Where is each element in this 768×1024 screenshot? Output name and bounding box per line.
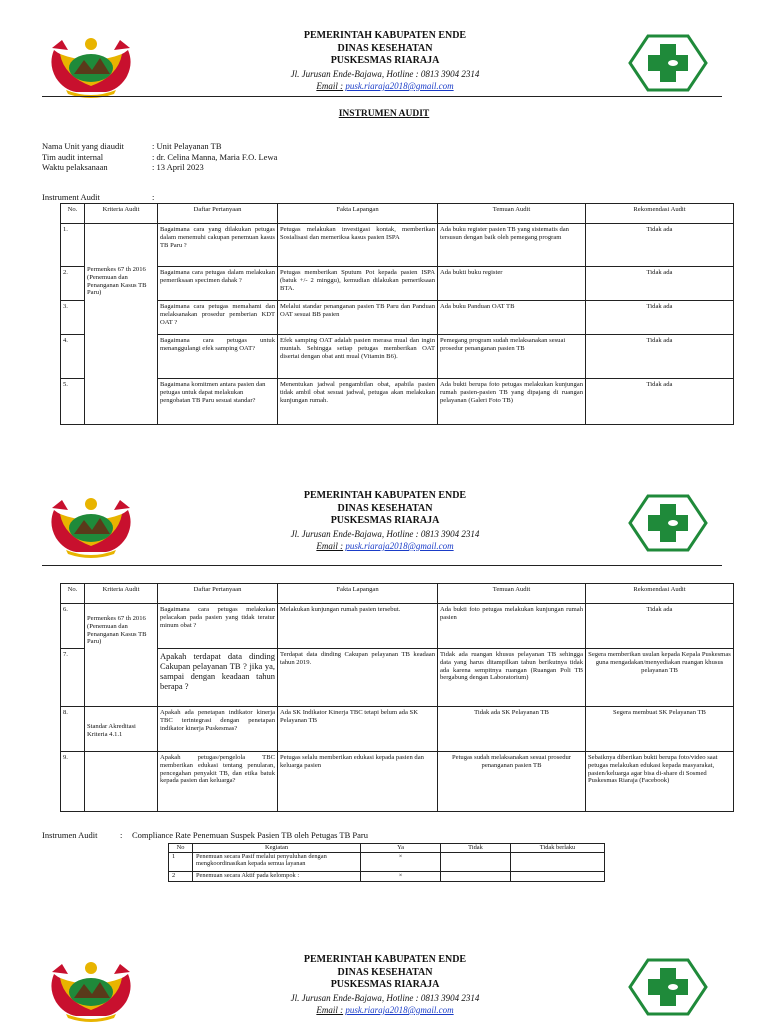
meta-value: : Unit Pelayanan TB — [152, 141, 222, 151]
table-header-row — [61, 584, 734, 604]
instrument-colon: : — [152, 192, 155, 202]
compliance-title: Compliance Rate Penemuan Suspek Pasien TB oleh Petugas TB Paru — [132, 830, 369, 840]
cell-kegiatan: Penemuan secara Aktif pada kelompok : — [193, 872, 361, 882]
puskesmas-name: PUSKESMAS RIARAJA — [330, 979, 440, 990]
compliance-colon: : — [120, 830, 123, 840]
cell-rekomendasi: Tidak ada — [586, 335, 734, 379]
cell-kriteria-empty — [85, 752, 158, 812]
meta-value: : dr. Celina Manna, Maria F.O. Lewa — [152, 151, 278, 162]
department-name: DINAS KESEHATAN — [337, 966, 433, 978]
cell-rekomendasi: Tidak ada — [586, 224, 734, 267]
table-row — [61, 604, 734, 649]
table-row — [61, 752, 734, 812]
instrument-label-row — [42, 192, 154, 203]
cell-rekomendasi: Tidak ada — [586, 604, 734, 649]
col-header-fakta: Fakta Lapangan — [278, 204, 438, 224]
cell-temuan: Ada buku Panduan OAT TB — [438, 301, 586, 335]
letterhead-text — [200, 954, 570, 1017]
document-title: INSTRUMEN AUDIT — [338, 109, 430, 119]
government-name: PEMERINTAH KABUPATEN ENDE — [303, 954, 467, 965]
table-header-row — [169, 844, 605, 853]
cell-fakta: Menentukan jadwal pengambilan obat, apabila pasien tidak ambil obat sesuai jadwal, petugas akan melakukan kunjungan rumah. — [278, 379, 438, 425]
cell-kegiatan: Penemuan secara Pasif melalui penyuluhan dengan mengkoordinasikan kepada semua layanan — [193, 853, 361, 872]
col-header-temuan: Temuan Audit — [438, 584, 586, 604]
cell-ya: × — [361, 872, 441, 882]
meta-key: Waktu pelaksanaan — [42, 162, 108, 172]
cell-daftar: Bagaimana cara petugas dalam melakukan pemeriksaan specimen dahak ? — [158, 267, 278, 301]
cell-no: 2 — [169, 872, 193, 882]
letterhead — [0, 954, 768, 1024]
cell-daftar: Bagaimana cara petugas melakukan pelacakan pada pasien yang tidak teratur minum obat ? — [158, 604, 278, 649]
col-header-no: No. — [61, 584, 85, 604]
kriteria-akreditasi: Standar Akreditasi Kriteria 4.1.1 — [87, 723, 136, 738]
cell-ya: × — [361, 853, 441, 872]
department-name: DINAS KESEHATAN — [337, 502, 433, 514]
cell-daftar: Bagaimana komitmen antara pasien dan petugas untuk dapat melakukan pengobatan TB Paru sesuai standar? — [158, 379, 278, 425]
kriteria-permenkes-sub: (Penemuan dan Penanganan Kasus TB Paru) — [87, 273, 147, 297]
col-header-daftar: Daftar Pertanyaan — [158, 584, 278, 604]
puskesmas-name: PUSKESMAS RIARAJA — [330, 55, 440, 66]
col-header-kriteria: Kriteria Audit — [85, 584, 158, 604]
header-rule — [42, 565, 722, 566]
col-header-fakta: Fakta Lapangan — [278, 584, 438, 604]
email-line — [200, 80, 570, 93]
meta-row — [42, 141, 277, 152]
cell-temuan: Tidak ada SK Pelayanan TB — [438, 707, 586, 752]
address-line: Jl. Jurusan Ende-Bajawa, Hotline : 0813 3904 2314 — [290, 528, 480, 539]
letterhead-text — [200, 30, 570, 93]
col-header-kegiatan: Kegiatan — [193, 844, 361, 853]
cell-rekomendasi: Sebaiknya diberikan bukti berupa foto/video saat petugas melakukan edukasi kepada masyarakat, pasien/keluarga agar bisa di-share di Sosmed Puskesmas Riaraja (Facebook) — [586, 752, 734, 812]
ende-regency-emblem-icon — [46, 954, 136, 1022]
cell-fakta: Ada SK Indikator Kinerja TBC tetapi belum ada SK Pelayanan TB — [278, 707, 438, 752]
col-header-tidak-berlaku: Tidak berlaku — [511, 844, 605, 853]
cell-temuan: Pemegang program sudah melaksanakan sesuai prosedur penanganan pasien TB — [438, 335, 586, 379]
cell-no: 2. — [61, 267, 85, 301]
cell-tidak — [441, 872, 511, 882]
cell-daftar: Bagaimana cara yang dilakukan petugas dalam menemuhi cakupan penemuan kasus TB Paru ? — [158, 224, 278, 267]
cell-no: 5. — [61, 379, 85, 425]
cell-no: 9. — [61, 752, 85, 812]
col-header-rekomendasi: Rekomendasi Audit — [586, 584, 734, 604]
table-row — [61, 649, 734, 707]
cell-fakta: Petugas memberikan Sputum Pot kepada pasien ISPA (batuk +/- 2 minggu), kemudian dilakukan pemeriksaan BTA. — [278, 267, 438, 301]
col-header-daftar: Daftar Pertanyaan — [158, 204, 278, 224]
cell-temuan: Ada bukti berupa foto petugas melakukan kunjungan rumah pasien-pasien TB yang dipajang di ruangan pelayanan (Galeri Foto TB) — [438, 379, 586, 425]
col-header-rekomendasi: Rekomendasi Audit — [586, 204, 734, 224]
email-label: Email : — [316, 1005, 344, 1015]
table-row — [61, 267, 734, 301]
puskesmas-name: PUSKESMAS RIARAJA — [330, 515, 440, 526]
cell-no: 4. — [61, 335, 85, 379]
letterhead-text — [200, 490, 570, 553]
audit-table-2 — [60, 583, 734, 812]
cell-kriteria — [85, 707, 158, 752]
cell-rekomendasi: Tidak ada — [586, 379, 734, 425]
cell-no: 6. — [61, 604, 85, 649]
cell-fakta: Petugas melakukan investigasi kontak, memberikan Sosialisasi dan memeriksa kasus pasien ISPA — [278, 224, 438, 267]
kriteria-permenkes-sub: (Penemuan dan Penanganan Kasus TB Paru) — [87, 622, 147, 646]
address-line: Jl. Jurusan Ende-Bajawa, Hotline : 0813 3904 2314 — [290, 992, 480, 1003]
cell-daftar: Apakah petugas/pengelola TBC memberikan edukasi tentang penularan, pencegahan penyakit TB, dan etika batuk kepada pasien dan keluarga? — [158, 752, 278, 812]
email-line — [200, 540, 570, 553]
puskesmas-logo-icon — [628, 34, 708, 92]
meta-value: : 13 April 2023 — [152, 162, 204, 172]
puskesmas-logo-icon — [628, 494, 708, 552]
email-line — [200, 1004, 570, 1017]
compliance-table — [168, 843, 605, 882]
col-header-tidak: Tidak — [441, 844, 511, 853]
header-rule — [42, 96, 722, 97]
cell-fakta: Terdapat data dinding Cakupan pelayanan TB keadaan tahun 2019. — [278, 649, 438, 707]
cell-tidak-berlaku — [511, 872, 605, 882]
col-header-no: No. — [61, 204, 85, 224]
cell-daftar: Apakah terdapat data dinding Cakupan pelayanan TB ? jika ya, sampai dengan keadaan tahun berapa ? — [158, 649, 278, 707]
table-row — [61, 301, 734, 335]
email-link[interactable]: pusk.riaraja2018@gmail.com — [345, 1005, 454, 1015]
table-header-row — [61, 204, 734, 224]
table-row — [61, 379, 734, 425]
puskesmas-logo-icon — [628, 958, 708, 1016]
cell-temuan: Ada buku register pasien TB yang sistematis dan tersusun dengan baik oleh pemegang program — [438, 224, 586, 267]
ende-regency-emblem-icon — [46, 490, 136, 558]
table-row — [61, 335, 734, 379]
cell-no: 8. — [61, 707, 85, 752]
meta-key: Tim audit internal — [42, 151, 104, 162]
instrument-label: Instrument Audit — [42, 192, 100, 202]
cell-fakta: Melalui standar penanganan pasien TB Paru dan Panduan OAT sesuai BB pasien — [278, 301, 438, 335]
cell-fakta: Efek samping OAT adalah pasien merasa mual dan ingin muntah. Sehingga setiap petugas memberikan OAT disertai dengan obat anti mual (Vitamin B6). — [278, 335, 438, 379]
col-header-temuan: Temuan Audit — [438, 204, 586, 224]
cell-kriteria — [85, 604, 158, 707]
table-row — [169, 872, 605, 882]
cell-kriteria — [85, 224, 158, 425]
col-header-kriteria: Kriteria Audit — [85, 204, 158, 224]
department-name: DINAS KESEHATAN — [337, 42, 433, 54]
table-row — [61, 224, 734, 267]
col-header-ya: Ya — [361, 844, 441, 853]
compliance-label-row — [42, 830, 368, 840]
audit-table-1 — [60, 203, 734, 425]
cell-no: 1. — [61, 224, 85, 267]
cell-tidak-berlaku — [511, 853, 605, 872]
email-label: Email : — [316, 541, 344, 551]
kriteria-permenkes: Permenkes 67 th 2016 — [87, 615, 146, 622]
address-line: Jl. Jurusan Ende-Bajawa, Hotline : 0813 3904 2314 — [290, 68, 480, 79]
cell-fakta: Petugas selalu memberikan edukasi kepada pasien dan keluarga pasien — [278, 752, 438, 812]
email-link[interactable]: pusk.riaraja2018@gmail.com — [345, 81, 454, 91]
col-header-no: No — [169, 844, 193, 853]
cell-rekomendasi: Segera memberikan usulan kepada Kepala Puskesmas guna mengadakan/menyediakan ruangan khusus pelayanan TB — [586, 649, 734, 707]
letterhead — [0, 30, 768, 110]
cell-rekomendasi: Tidak ada — [586, 301, 734, 335]
government-name: PEMERINTAH KABUPATEN ENDE — [303, 490, 467, 501]
audit-meta — [42, 141, 277, 173]
cell-rekomendasi: Segera membuat SK Pelayanan TB — [586, 707, 734, 752]
cell-no: 1 — [169, 853, 193, 872]
cell-temuan: Tidak ada ruangan khusus pelayanan TB sehingga data yang harus ditampilkan tahun berikutnya tidak ada karena sempitnya ruangan (Ruangan Poli TB bergabung dengan Laboratorium) — [438, 649, 586, 707]
cell-no: 3. — [61, 301, 85, 335]
cell-daftar: Bagaimana cara petugas memahami dan melaksanakan prosedur pemberian KDT OAT ? — [158, 301, 278, 335]
cell-no: 7. — [61, 649, 85, 707]
cell-rekomendasi: Tidak ada — [586, 267, 734, 301]
meta-key: Nama Unit yang diaudit — [42, 141, 124, 151]
table-row — [61, 707, 734, 752]
cell-tidak — [441, 853, 511, 872]
cell-temuan: Ada bukti buku register — [438, 267, 586, 301]
cell-temuan: Petugas sudah melaksanakan sesuai prosedur penanganan pasien TB — [438, 752, 586, 812]
ende-regency-emblem-icon — [46, 30, 136, 98]
cell-daftar: Apakah ada penetapan indikator kinerja TBC terintegrasi dengan penetapan indikator kinerja Puskesmas? — [158, 707, 278, 752]
meta-row — [42, 162, 277, 173]
compliance-label: Instrumen Audit — [42, 830, 98, 840]
government-name: PEMERINTAH KABUPATEN ENDE — [303, 30, 467, 41]
letterhead — [0, 490, 768, 570]
kriteria-permenkes: Permenkes 67 th 2016 — [87, 266, 146, 273]
cell-fakta: Melakukan kunjungan rumah pasien tersebut. — [278, 604, 438, 649]
cell-temuan: Ada bukti foto petugas melakukan kunjungan rumah pasien — [438, 604, 586, 649]
meta-row — [42, 152, 277, 163]
table-row — [169, 853, 605, 872]
email-label: Email : — [316, 81, 344, 91]
email-link[interactable]: pusk.riaraja2018@gmail.com — [345, 541, 454, 551]
cell-daftar: Bagaimana cara petugas untuk menanggulangi efek samping OAT? — [158, 335, 278, 379]
